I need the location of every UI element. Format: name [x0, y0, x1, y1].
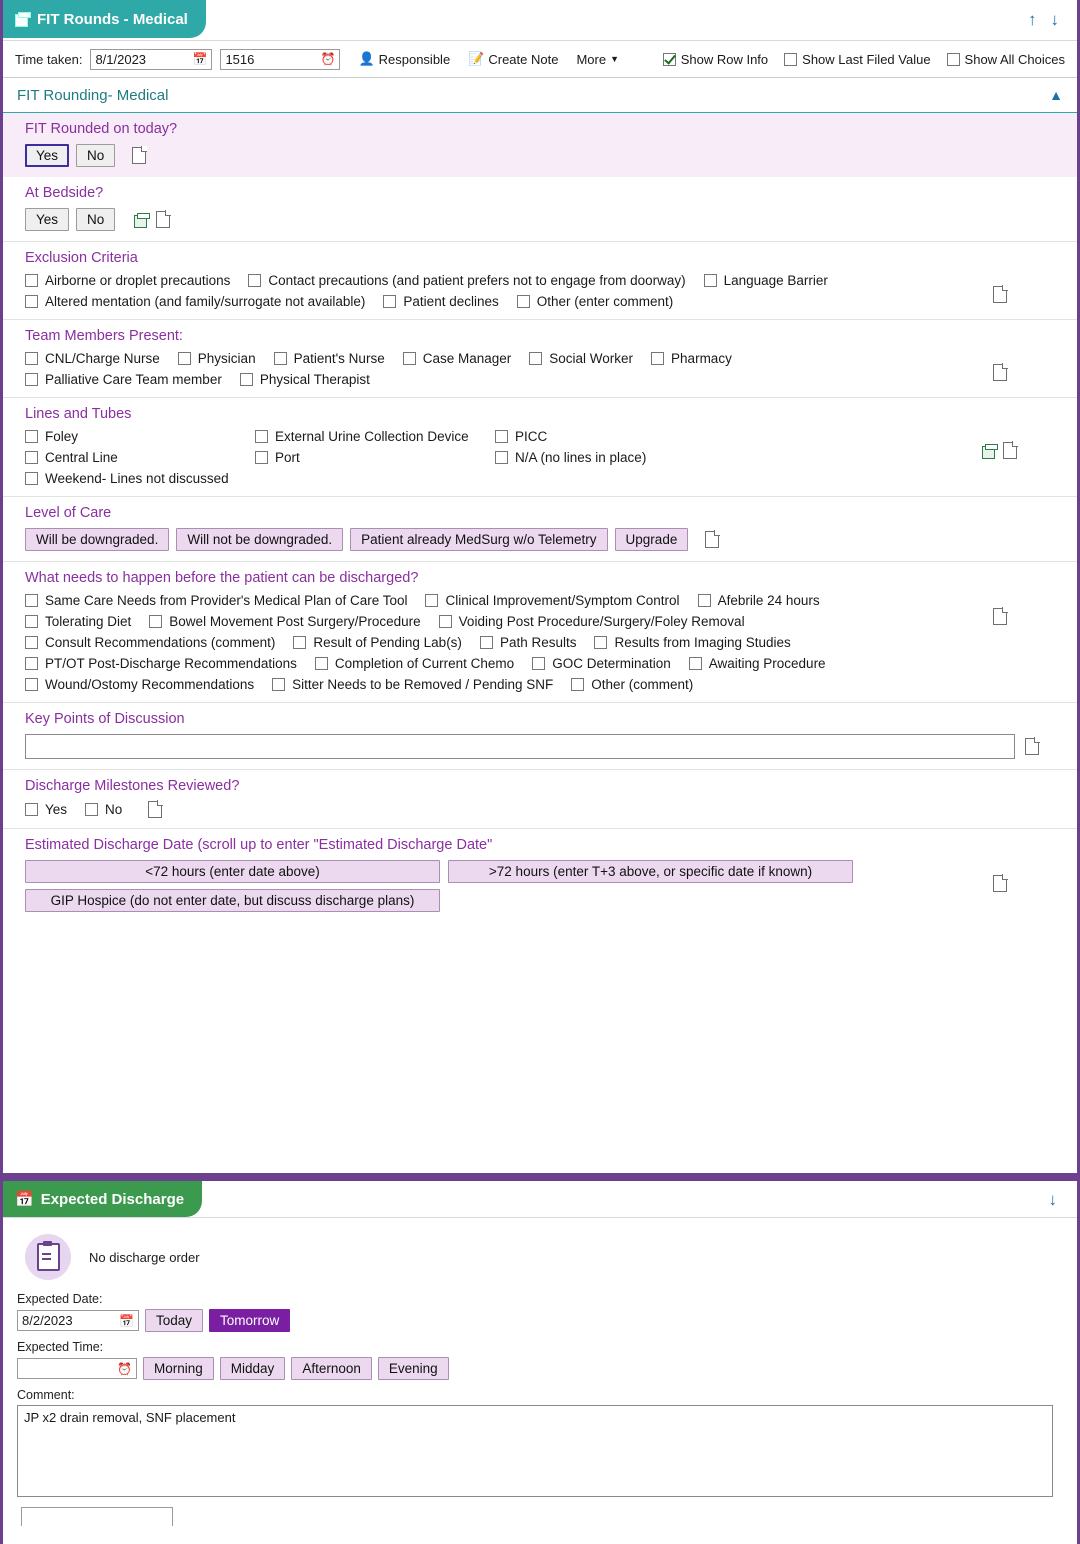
checkbox-voiding-post-procedure[interactable] [439, 614, 745, 629]
fit-rounds-titlebar [3, 0, 1077, 41]
comment-textarea[interactable]: JP x2 drain removal, SNF placement [17, 1405, 1053, 1497]
question-discharge-milestones [3, 770, 1077, 829]
checkbox-box [25, 803, 38, 816]
checkbox-patient-declines[interactable] [383, 294, 498, 309]
checkbox-label: External Urine Collection Device [275, 429, 469, 444]
checkbox-box [532, 657, 545, 670]
checkbox-airborne-precautions[interactable] [25, 273, 230, 288]
checkbox-label: No [105, 802, 123, 817]
checkbox-label: Tolerating Diet [45, 614, 132, 629]
question-key-points [3, 703, 1077, 770]
time-input-value: 1516 [225, 51, 255, 67]
level-already-medsurg-button[interactable]: Patient already MedSurg w/o Telemetry [350, 528, 607, 551]
checkbox-social-worker[interactable] [529, 351, 633, 366]
more-menu-button[interactable] [576, 52, 619, 67]
checkbox-row [25, 351, 1063, 366]
checkbox-label: Results from Imaging Studies [614, 635, 791, 650]
checkbox-completion-chemo[interactable] [315, 656, 514, 671]
checkbox-box [403, 352, 416, 365]
expected-discharge-body [3, 1218, 1077, 1526]
checkbox-label: Other (comment) [591, 677, 694, 692]
checkbox-label: GOC Determination [552, 656, 671, 671]
checkbox-bowel-movement[interactable] [149, 614, 420, 629]
date-tomorrow-button[interactable]: Tomorrow [209, 1309, 290, 1332]
avatar [25, 1234, 71, 1280]
checkbox-box [947, 53, 960, 66]
comment-doc-icon[interactable] [1025, 738, 1039, 755]
checkbox-awaiting-procedure[interactable] [689, 656, 826, 671]
checkbox-box [178, 352, 191, 365]
expected-date-label: Expected Date: [17, 1292, 103, 1306]
checkbox-row [25, 471, 1063, 486]
checkbox-label: Pharmacy [671, 351, 732, 366]
checkbox-box [425, 594, 438, 607]
comment-doc-icon[interactable] [993, 875, 1007, 892]
checkbox-row [25, 614, 1063, 629]
checkbox-milestones-yes[interactable] [25, 802, 67, 817]
checkbox-box [480, 636, 493, 649]
checkbox-pharmacy[interactable] [651, 351, 732, 366]
level-will-be-downgraded-button[interactable]: Will be downgraded. [25, 528, 169, 551]
more-label: More [576, 51, 607, 67]
checkbox-label: Bowel Movement Post Surgery/Procedure [169, 614, 421, 629]
checkbox-box [529, 352, 542, 365]
checkbox-label: Physician [197, 351, 256, 366]
checkbox-milestones-no[interactable] [85, 802, 122, 817]
checkbox-clinical-improvement[interactable] [425, 593, 679, 608]
checkbox-label: Patient declines [403, 294, 499, 309]
checkbox-label: N/A (no lines in place) [515, 450, 647, 465]
checkbox-foley[interactable] [25, 429, 255, 444]
checkbox-label: Language Barrier [723, 273, 828, 288]
checkbox-row [25, 635, 1063, 650]
level-will-not-be-downgraded-button[interactable]: Will not be downgraded. [176, 528, 343, 551]
responsible-button[interactable] [358, 51, 450, 67]
section-header [3, 78, 1077, 113]
question-title: Key Points of Discussion [25, 711, 185, 727]
checkbox-box [149, 615, 162, 628]
question-team-members [3, 320, 1077, 398]
person-icon: 👤 [358, 51, 375, 66]
checkbox-language-barrier[interactable] [704, 273, 828, 288]
expected-time-row [17, 1357, 1063, 1380]
question-title: Team Members Present: [25, 328, 183, 344]
checkbox-label: Voiding Post Procedure/Surgery/Foley Removal [458, 614, 745, 629]
question-title: FIT Rounded on today? [25, 121, 178, 137]
scroll-down-icon[interactable]: ↓ [1048, 1190, 1057, 1209]
checkbox-box [784, 53, 797, 66]
checkbox-label: Consult Recommendations (comment) [45, 635, 276, 650]
clock-icon[interactable]: ⏰ [117, 1361, 132, 1376]
edd-gip-hospice-button[interactable]: GIP Hospice (do not enter date, but discuss discharge plans) [25, 889, 440, 912]
checkbox-row [25, 372, 1063, 387]
checkbox-result-pending-labs[interactable] [293, 635, 462, 650]
show-all-choices-label: Show All Choices [964, 51, 1065, 67]
checkbox-label: Sitter Needs to be Removed / Pending SNF [292, 677, 554, 692]
fit-rounded-yes-button[interactable]: Yes [25, 144, 69, 167]
question-title: Lines and Tubes [25, 406, 132, 422]
checkbox-physical-therapist[interactable] [240, 372, 370, 387]
question-title: Exclusion Criteria [25, 250, 138, 266]
fit-rounds-tab[interactable] [3, 0, 206, 38]
checkbox-case-manager[interactable] [403, 351, 512, 366]
checkbox-label: Palliative Care Team member [45, 372, 222, 387]
checkbox-ptot-recommendations[interactable] [25, 656, 297, 671]
date-today-button[interactable]: Today [145, 1309, 203, 1332]
fit-rounded-no-button[interactable]: No [76, 144, 115, 167]
button-row [25, 889, 1063, 912]
time-midday-button[interactable]: Midday [220, 1357, 286, 1380]
checkbox-central-line[interactable] [25, 450, 255, 465]
checkbox-picc[interactable] [495, 429, 547, 444]
at-bedside-yes-button[interactable]: Yes [25, 208, 69, 231]
expected-date-row [17, 1309, 1063, 1332]
checkbox-imaging-results[interactable] [594, 635, 790, 650]
checkbox-contact-precautions[interactable] [248, 273, 685, 288]
fit-rounds-tab-label: FIT Rounds - Medical [37, 10, 188, 28]
question-title: Level of Care [25, 505, 112, 521]
show-row-info-label: Show Row Info [680, 51, 769, 67]
checkbox-label: Physical Therapist [259, 372, 370, 387]
checkbox-box [274, 352, 287, 365]
comment-label: Comment: [17, 1388, 75, 1402]
show-row-info-checkbox[interactable] [663, 52, 768, 67]
checkbox-box [663, 53, 676, 66]
create-note-label: Create Note [488, 51, 559, 67]
expected-date-input[interactable] [17, 1310, 139, 1331]
checkbox-label: Patient's Nurse [293, 351, 385, 366]
checkbox-box [495, 430, 508, 443]
checkbox-label: Afebrile 24 hours [717, 593, 820, 608]
calendar-icon[interactable]: 📅 [119, 1313, 134, 1328]
grid-icon [15, 12, 30, 26]
calendar-icon: 📅 [15, 1191, 34, 1208]
checkbox-row [25, 593, 1063, 608]
question-level-of-care [3, 497, 1077, 562]
bottom-partial-control[interactable] [21, 1507, 173, 1526]
checkbox-other-enter-comment[interactable] [517, 294, 674, 309]
checkbox-label: Completion of Current Chemo [334, 656, 515, 671]
checkbox-row [25, 294, 1063, 309]
comment-doc-icon[interactable] [1003, 442, 1017, 459]
checkbox-cnl-charge-nurse[interactable] [25, 351, 160, 366]
checkbox-box [439, 615, 452, 628]
checkbox-physician[interactable] [178, 351, 256, 366]
section-header-label: FIT Rounding- Medical [17, 86, 169, 104]
checkbox-label: Weekend- Lines not discussed [45, 471, 229, 486]
time-afternoon-button[interactable]: Afternoon [291, 1357, 372, 1380]
checkbox-box [689, 657, 702, 670]
checkbox-row [25, 656, 1063, 671]
checkbox-label: Case Manager [422, 351, 512, 366]
checkbox-label: Path Results [499, 635, 577, 650]
checkbox-box [85, 803, 98, 816]
calendar-icon[interactable]: 📅 [192, 52, 208, 66]
checkbox-row [25, 450, 1063, 465]
checkbox-row [25, 273, 1063, 288]
clipboard-icon [37, 1243, 60, 1271]
scroll-up-icon[interactable]: ↑ [1028, 10, 1037, 29]
last-filed-value-icon[interactable] [982, 444, 997, 458]
checkbox-label: Other (enter comment) [536, 294, 674, 309]
checkbox-box [240, 373, 253, 386]
checkbox-goc-determination[interactable] [532, 656, 671, 671]
checkbox-label: Awaiting Procedure [708, 656, 826, 671]
question-title: What needs to happen before the patient can be discharged? [25, 570, 419, 586]
last-filed-value-icon[interactable] [134, 213, 149, 227]
checkbox-box [248, 274, 261, 287]
checkbox-box [293, 636, 306, 649]
question-exclusion-criteria [3, 242, 1077, 320]
checkbox-label: Wound/Ostomy Recommendations [45, 677, 255, 692]
key-points-input[interactable] [25, 734, 1015, 759]
checkbox-box [25, 657, 38, 670]
question-estimated-discharge-date [3, 829, 1077, 922]
checkbox-row [25, 677, 1063, 692]
checkbox-box [25, 451, 38, 464]
checkbox-label: Contact precautions (and patient prefers not to engage from doorway) [268, 273, 686, 288]
checkbox-box [255, 430, 268, 443]
checkbox-box [25, 352, 38, 365]
time-morning-button[interactable]: Morning [143, 1357, 214, 1380]
checkbox-box [272, 678, 285, 691]
time-evening-button[interactable]: Evening [378, 1357, 449, 1380]
checkbox-box [25, 472, 38, 485]
expected-discharge-panel [0, 1178, 1080, 1544]
checkbox-label: Altered mentation (and family/surrogate not available) [45, 294, 366, 309]
chevron-down-icon: ▼ [610, 54, 619, 64]
checkbox-box [383, 295, 396, 308]
expected-date-value: 8/2/2023 [22, 1313, 73, 1328]
at-bedside-no-button[interactable]: No [76, 208, 115, 231]
edd-under-72-hours-button[interactable]: <72 hours (enter date above) [25, 860, 440, 883]
checkbox-path-results[interactable] [480, 635, 577, 650]
comment-doc-icon[interactable] [705, 531, 719, 548]
checkbox-box [594, 636, 607, 649]
checkbox-box [571, 678, 584, 691]
checkbox-tolerating-diet[interactable] [25, 614, 131, 629]
responsible-label: Responsible [378, 51, 451, 67]
question-title: At Bedside? [25, 185, 104, 201]
checkbox-label: Airborne or droplet precautions [45, 273, 231, 288]
checkbox-consult-recommendations[interactable] [25, 635, 275, 650]
checkbox-port[interactable] [255, 450, 495, 465]
level-upgrade-button[interactable]: Upgrade [615, 528, 689, 551]
checkbox-box [25, 430, 38, 443]
checkbox-box [698, 594, 711, 607]
checkbox-box [704, 274, 717, 287]
checkbox-box [25, 373, 38, 386]
checkbox-palliative-care-team[interactable] [25, 372, 222, 387]
question-at-bedside [3, 177, 1077, 242]
checkbox-afebrile-24-hours[interactable] [698, 593, 820, 608]
question-fit-rounded [3, 113, 1077, 177]
checkbox-box [517, 295, 530, 308]
checkbox-label: Foley [45, 429, 79, 444]
comment-doc-icon[interactable] [993, 286, 1007, 303]
checkbox-sitter-needs[interactable] [272, 677, 553, 692]
checkbox-external-urine-device[interactable] [255, 429, 495, 444]
checkbox-label: CNL/Charge Nurse [45, 351, 160, 366]
date-input-value: 8/1/2023 [95, 51, 147, 67]
show-last-filed-value-label: Show Last Filed Value [802, 51, 931, 67]
checkbox-box [25, 615, 38, 628]
checkbox-box [25, 295, 38, 308]
checkbox-na-no-lines[interactable] [495, 450, 646, 465]
comment-doc-icon[interactable] [148, 801, 162, 818]
question-title: Estimated Discharge Date (scroll up to enter "Estimated Discharge Date" [25, 837, 493, 853]
checkbox-label: Yes [45, 802, 68, 817]
collapse-section-icon[interactable]: ▲ [1049, 87, 1063, 103]
discharge-order-status-row [25, 1234, 1063, 1280]
checkbox-label: Central Line [45, 450, 118, 465]
checkbox-label: Social Worker [549, 351, 634, 366]
button-row [25, 860, 1063, 883]
date-input[interactable] [90, 49, 212, 70]
checkbox-box [25, 636, 38, 649]
expected-discharge-titlebar [3, 1181, 1077, 1218]
checkbox-wound-ostomy[interactable] [25, 677, 254, 692]
form-toolbar [3, 41, 1077, 78]
comment-doc-icon[interactable] [993, 608, 1007, 625]
checkbox-weekend-lines-not-discussed[interactable] [25, 471, 229, 486]
checkbox-label: Result of Pending Lab(s) [313, 635, 462, 650]
checkbox-box [25, 594, 38, 607]
time-input[interactable] [220, 49, 340, 70]
checkbox-box [25, 678, 38, 691]
time-taken-label: Time taken: [15, 51, 83, 67]
checkbox-label: PT/OT Post-Discharge Recommendations [45, 656, 297, 671]
expected-time-input[interactable] [17, 1358, 137, 1379]
comment-doc-icon[interactable] [132, 147, 146, 164]
discharge-order-status: No discharge order [89, 1249, 200, 1265]
checkbox-label: Same Care Needs from Provider's Medical Plan of Care Tool [45, 593, 408, 608]
checkbox-row [25, 429, 1063, 444]
note-icon: 📝 [468, 51, 485, 66]
clock-icon[interactable]: ⏰ [320, 52, 336, 66]
checkbox-other-comment[interactable] [571, 677, 693, 692]
question-lines-and-tubes [3, 398, 1077, 497]
create-note-button[interactable] [468, 51, 558, 67]
checkbox-box [255, 451, 268, 464]
checkbox-label: Port [275, 450, 300, 465]
checkbox-box [315, 657, 328, 670]
expected-discharge-tab[interactable] [3, 1181, 202, 1217]
show-last-filed-value-checkbox[interactable] [784, 52, 930, 67]
checkbox-label: Clinical Improvement/Symptom Control [445, 593, 680, 608]
checkbox-box [495, 451, 508, 464]
checkbox-row [25, 801, 1063, 818]
checkbox-label: PICC [515, 429, 548, 444]
edd-over-72-hours-button[interactable]: >72 hours (enter T+3 above, or specific date if known) [448, 860, 853, 883]
expected-discharge-tab-label: Expected Discharge [40, 1190, 185, 1208]
comment-doc-icon[interactable] [156, 211, 170, 228]
checkbox-altered-mentation[interactable] [25, 294, 365, 309]
scroll-down-icon[interactable]: ↓ [1050, 10, 1059, 29]
show-all-choices-checkbox[interactable] [947, 52, 1065, 67]
checkbox-box [25, 274, 38, 287]
checkbox-same-care-needs[interactable] [25, 593, 407, 608]
checkbox-patients-nurse[interactable] [274, 351, 385, 366]
fit-rounds-nav-arrows [1028, 10, 1059, 30]
comment-doc-icon[interactable] [993, 364, 1007, 381]
question-discharge-requirements [3, 562, 1077, 703]
question-title: Discharge Milestones Reviewed? [25, 778, 240, 794]
expected-time-label: Expected Time: [17, 1340, 104, 1354]
checkbox-box [651, 352, 664, 365]
